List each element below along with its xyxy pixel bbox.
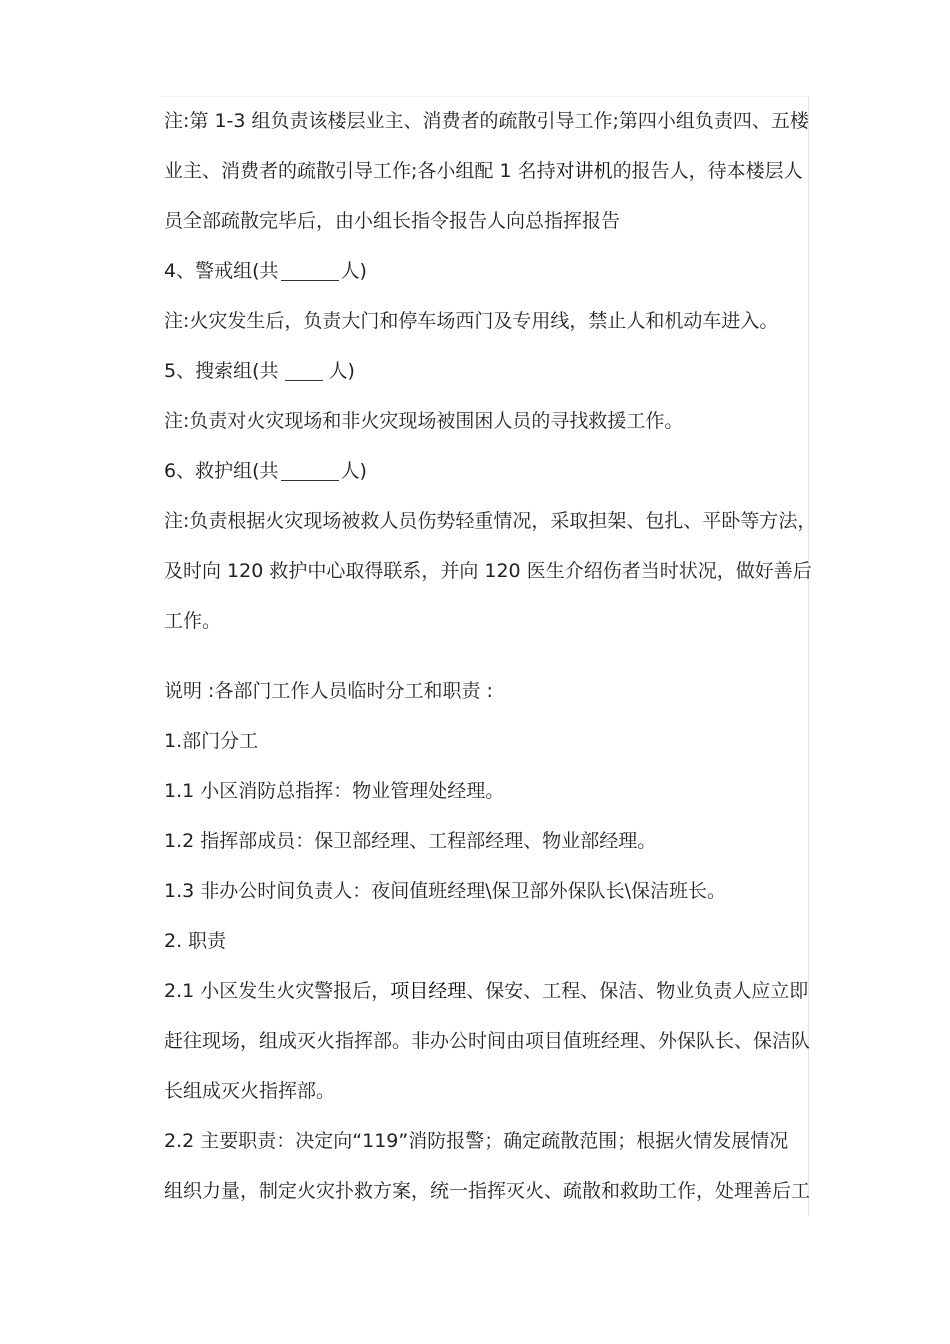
search-group-heading	[164, 346, 820, 396]
search-group-label: 5、搜索组(共	[164, 360, 279, 382]
section-2-1-line-2: 赶往现场，组成灭火指挥部。非办公时间由项目值班经理、外保队长、保洁队	[164, 1030, 811, 1052]
rescue-group-suffix: 人)	[340, 460, 367, 482]
walkie-talkie-link[interactable]: 对讲机	[555, 160, 613, 182]
section-2-1-line-3: 长组成灭火指挥部。	[164, 1080, 336, 1102]
section-2-2-line-2: 组织力量，制定火灾扑救方案，统一指挥灭火、疏散和救助工作，处理善后工	[164, 1180, 811, 1202]
rescue-note-line-2: 及时向 120 救护中心取得联系，并向 120 医生介绍伤者当时状况，做好善后	[164, 560, 812, 582]
search-group-note: 注:负责对火灾现场和非火灾现场被围困人员的寻找救援工作。	[164, 410, 684, 432]
section-1-2: 1.2 指挥部成员：保卫部经理、工程部经理、物业部经理。	[164, 830, 657, 852]
rescue-count-blank	[281, 462, 339, 481]
guard-group-label: 4、警戒组(共	[164, 260, 279, 282]
note-groups-1-3-line-2	[164, 146, 820, 196]
note-groups-1-3-line-3: 员全部疏散完毕后，由小组长指令报告人向总指挥报告	[164, 210, 621, 232]
search-count-blank	[285, 362, 323, 381]
document-body	[164, 96, 820, 1216]
text-segment: 、保安、工程、保洁、物业负责人应立即	[466, 980, 809, 1002]
section-2-1-line-1	[164, 966, 820, 1016]
rescue-group-heading	[164, 446, 820, 496]
section-1-heading: 1.部门分工	[164, 730, 259, 752]
guard-group-note: 注:火灾发生后，负责大门和停车场西门及专用线，禁止人和机动车进入。	[164, 310, 779, 332]
text-segment: 业主、消费者的疏散引导工作;各小组配 1 名持	[164, 160, 556, 182]
text-segment: 2.1 小区发生火灾警报后，	[164, 980, 391, 1002]
section-1-3: 1.3 非办公时间负责人：夜间值班经理\保卫部外保队长\保洁班长。	[164, 880, 727, 902]
rescue-note-line-3: 工作。	[164, 610, 222, 632]
rescue-group-label: 6、救护组(共	[164, 460, 279, 482]
explanation-heading: 说明 :各部门工作人员临时分工和职责 :	[164, 680, 493, 702]
section-2-2-line-1: 2.2 主要职责：决定向“119”消防报警；确定疏散范围；根据火情发展情况	[164, 1130, 789, 1152]
search-group-suffix: 人)	[328, 360, 355, 382]
guard-group-heading	[164, 246, 820, 296]
text-segment: 的报告人，待本楼层人	[612, 160, 803, 182]
guard-count-blank	[281, 262, 339, 281]
guard-group-suffix: 人)	[340, 260, 367, 282]
section-1-1: 1.1 小区消防总指挥：物业管理处经理。	[164, 780, 505, 802]
note-groups-1-3-line-1: 注:第 1-3 组负责该楼层业主、消费者的疏散引导工作;第四小组负责四、五楼	[164, 110, 809, 132]
rescue-note-line-1: 注:负责根据火灾现场被救人员伤势轻重情况，采取担架、包扎、平卧等方法，	[164, 510, 817, 532]
section-2-heading: 2. 职责	[164, 930, 227, 952]
project-manager-link[interactable]: 项目经理	[390, 980, 467, 1002]
paragraph-gap	[164, 646, 820, 666]
